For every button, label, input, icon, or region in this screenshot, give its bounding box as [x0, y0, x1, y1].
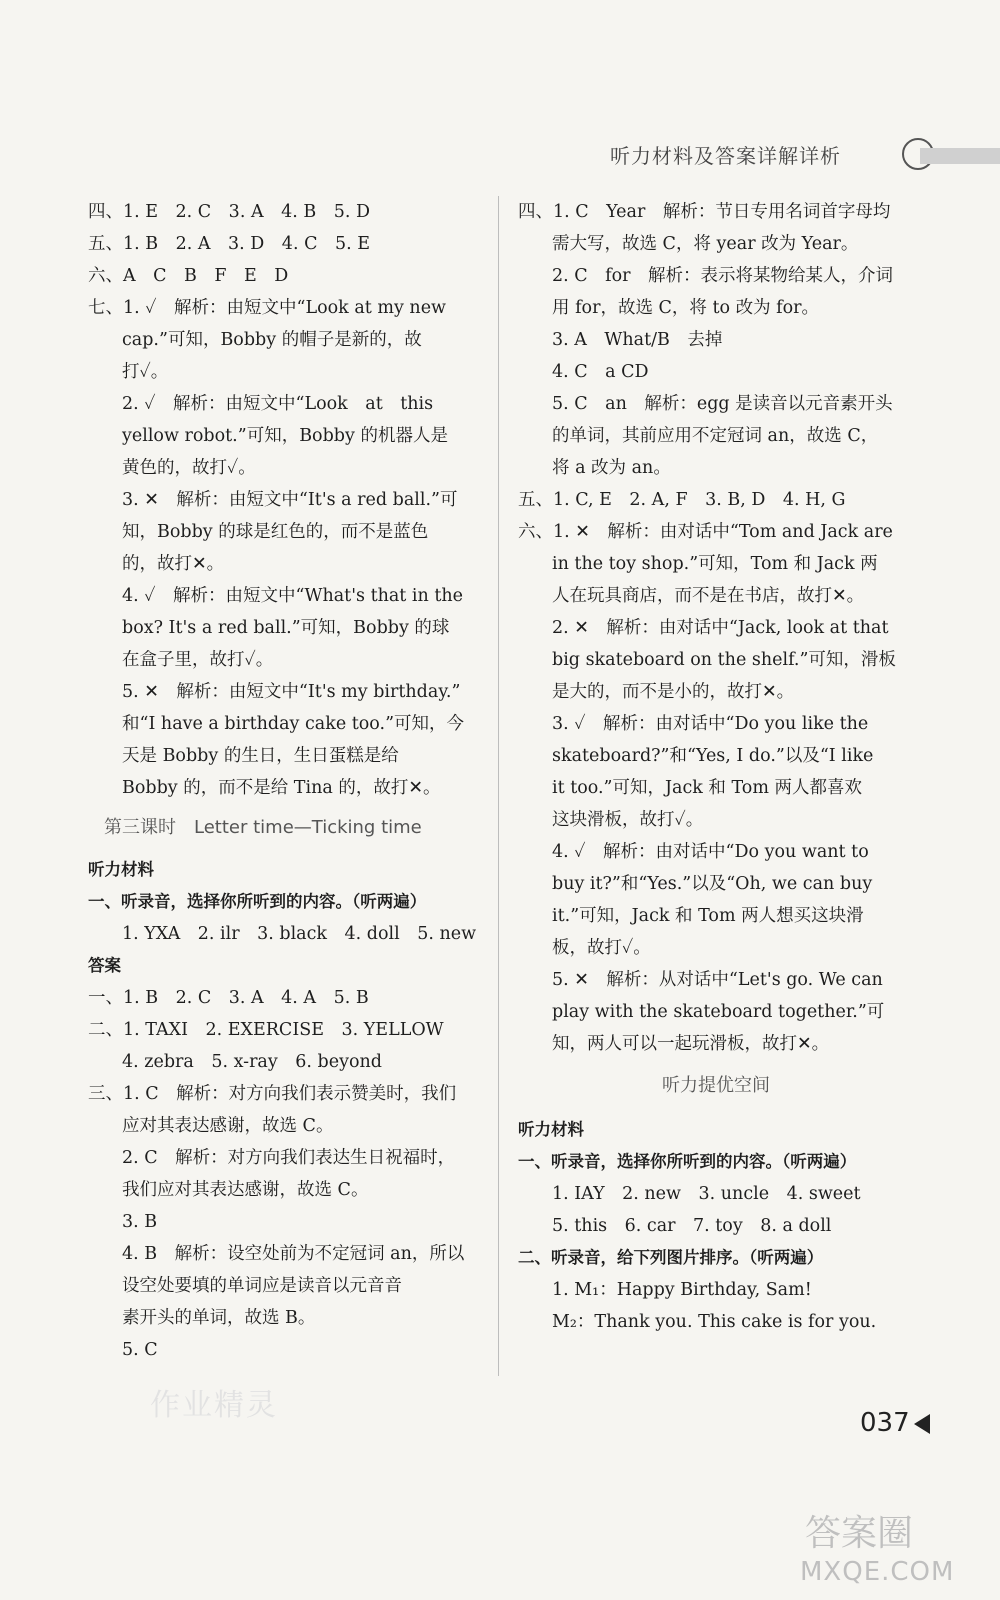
watermark-brand: 答案圈	[805, 1513, 914, 1554]
page-header	[610, 136, 1000, 170]
dialogue-line: M₂：Thank you. This cake is for you.	[552, 1312, 877, 1332]
answer-line: 3. ✓ 解析：由对话中“Do you like the	[552, 714, 869, 734]
answer-line: 六、A C B F E D	[88, 266, 289, 286]
answer-line: 2. C for 解析：表示将某物给某人，介词	[552, 266, 894, 286]
answer-line: 我们应对其表达感谢，故选 C。	[122, 1180, 369, 1200]
answer-line: 1. IAY 2. new 3. uncle 4. sweet	[552, 1184, 861, 1204]
answer-line: 天是 Bobby 的生日，生日蛋糕是给	[122, 746, 399, 766]
subheading: 听力材料	[518, 1120, 584, 1139]
answer-line: big skateboard on the shelf.”可知，滑板	[552, 650, 896, 670]
answer-line: 和“I have a birthday cake too.”可知，今	[122, 714, 465, 734]
answer-line: 七、1. ✓ 解析：由短文中“Look at my new	[88, 298, 447, 318]
answer-line: 3. A What/B 去掉	[552, 330, 723, 350]
answer-line: 五、1. B 2. A 3. D 4. C 5. E	[88, 234, 370, 254]
answer-line: skateboard?”和“Yes, I do.”以及“I like	[552, 746, 874, 766]
answer-line: 是大的，而不是小的，故打✕。	[552, 682, 795, 702]
answer-line: 2. ✕ 解析：由对话中“Jack, look at that	[552, 618, 889, 638]
answer-line: box? It's a red ball.”可知，Bobby 的球	[122, 618, 450, 638]
page-number: 037	[860, 1408, 910, 1438]
answer-line: 5. ✕ 解析：从对话中“Let's go. We can	[552, 970, 883, 990]
answer-line: it too.”可知，Jack 和 Tom 两人都喜欢	[552, 778, 862, 798]
answer-line: 5. C an 解析：egg 是读音以元音素开头	[552, 394, 893, 414]
answer-line: 4. C a CD	[552, 362, 649, 382]
answer-line: 将 a 改为 an。	[552, 458, 671, 478]
header-band	[920, 148, 1000, 164]
answer-line: 一、1. B 2. C 3. A 4. A 5. B	[88, 988, 369, 1008]
answer-line: 4. zebra 5. x-ray 6. beyond	[122, 1052, 382, 1072]
answer-line: 4. ✓ 解析：由短文中“What's that in the	[122, 586, 463, 606]
answer-line: buy it?”和“Yes.”以及“Oh, we can buy	[552, 874, 873, 894]
answer-line: yellow robot.”可知，Bobby 的机器人是	[122, 426, 448, 446]
answer-line: 六、1. ✕ 解析：由对话中“Tom and Jack are	[518, 522, 893, 542]
answer-line: 2. ✓ 解析：由短文中“Look at this	[122, 394, 434, 414]
answer-line: cap.”可知，Bobby 的帽子是新的，故	[122, 330, 422, 350]
answer-line: play with the skateboard together.”可	[552, 1002, 885, 1022]
answer-line: 人在玩具商店，而不是在书店，故打✕。	[552, 586, 865, 606]
dialogue-line: 1. M₁：Happy Birthday, Sam!	[552, 1280, 812, 1300]
answer-line: 5. ✕ 解析：由短文中“It's my birthday.”	[122, 682, 461, 702]
answer-line: 的，故打✕。	[122, 554, 225, 574]
watermark-url: MXQE.COM	[800, 1557, 955, 1587]
answer-line: 三、1. C 解析：对方向我们表示赞美时，我们	[88, 1084, 457, 1104]
answer-line: 素开头的单词，故选 B。	[122, 1308, 316, 1328]
answer-line: 用 for，故选 C，将 to 改为 for。	[552, 298, 820, 318]
answer-line: 4. ✓ 解析：由对话中“Do you want to	[552, 842, 869, 862]
answer-line: 需大写，故选 C，将 year 改为 Year。	[552, 234, 859, 254]
answer-line: 板，故打✓。	[552, 938, 651, 958]
answer-line: 1. YXA 2. ilr 3. black 4. doll 5. new	[122, 924, 477, 944]
page-arrow-icon	[914, 1414, 930, 1434]
answer-line: 的单词，其前应用不定冠词 an，故选 C，	[552, 426, 879, 446]
column-divider	[498, 196, 499, 1376]
subheading: 答案	[88, 956, 121, 975]
answer-line: 在盒子里，故打✓。	[122, 650, 274, 670]
header-title: 听力材料及答案详解详析	[610, 144, 841, 168]
answer-line: 四、1. E 2. C 3. A 4. B 5. D	[88, 202, 370, 222]
answer-line: 5. this 6. car 7. toy 8. a doll	[552, 1216, 832, 1236]
answer-line: 3. B	[122, 1212, 158, 1232]
answer-line: in the toy shop.”可知，Tom 和 Jack 两	[552, 554, 878, 574]
section-title: 听力提优空间	[662, 1075, 770, 1096]
answer-line: 3. ✕ 解析：由短文中“It's a red ball.”可	[122, 490, 458, 510]
answer-line: 知，两人可以一起玩滑板，故打✕。	[552, 1034, 830, 1054]
answer-line: 设空处要填的单词应是读音以元音音	[122, 1276, 402, 1296]
answer-line: 四、1. C Year 解析：节日专用名词首字母均	[518, 202, 891, 222]
answer-line: 五、1. C, E 2. A, F 3. B, D 4. H, G	[518, 490, 846, 510]
right-column	[518, 196, 914, 1338]
left-column	[88, 196, 482, 1366]
watermark-left: 作业精灵	[150, 1388, 278, 1423]
answer-line: 黄色的，故打✓。	[122, 458, 256, 478]
answer-line: 应对其表达感谢，故选 C。	[122, 1116, 334, 1136]
answer-line: it.”可知，Jack 和 Tom 两人想买这块滑	[552, 906, 864, 926]
answer-line: 知，Bobby 的球是红色的，而不是蓝色	[122, 522, 429, 542]
answer-line: 4. B 解析：设空处前为不定冠词 an，所以	[122, 1244, 465, 1264]
question-heading: 一、听录音，选择你所听到的内容。（听两遍）	[518, 1152, 857, 1171]
subheading: 听力材料	[88, 860, 154, 879]
section-title: 第三课时 Letter time—Ticking time	[104, 817, 422, 838]
answer-line: 2. C 解析：对方向我们表达生日祝福时，	[122, 1148, 456, 1168]
answer-line: 二、1. TAXI 2. EXERCISE 3. YELLOW	[88, 1020, 444, 1040]
answer-line: Bobby 的，而不是给 Tina 的，故打✕。	[122, 778, 441, 798]
answer-line: 5. C	[122, 1340, 158, 1360]
question-heading: 二、听录音，给下列图片排序。（听两遍）	[518, 1248, 824, 1267]
question-heading: 一、听录音，选择你所听到的内容。（听两遍）	[88, 892, 427, 911]
answer-line: 打✓。	[122, 362, 169, 382]
answer-line: 这块滑板，故打✓。	[552, 810, 704, 830]
